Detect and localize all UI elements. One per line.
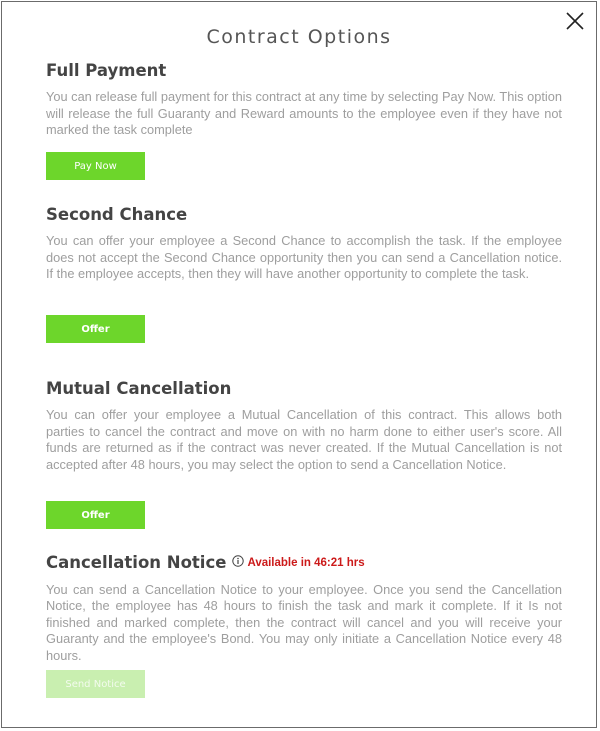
mutual-cancellation-offer-button[interactable]: Offer	[46, 501, 145, 529]
pay-now-button[interactable]: Pay Now	[46, 152, 145, 180]
contract-options-modal	[1, 1, 597, 728]
second-chance-heading: Second Chance	[46, 205, 188, 224]
full-payment-section	[46, 61, 562, 139]
cancellation-notice-heading: Cancellation Notice	[46, 553, 227, 572]
availability-countdown: Available in 46:21 hrs	[247, 556, 365, 569]
second-chance-section	[46, 205, 562, 283]
mutual-cancellation-section	[46, 379, 562, 473]
info-icon[interactable]	[232, 552, 244, 572]
cancellation-notice-heading-row	[46, 553, 562, 574]
send-notice-button[interactable]: Send Notice	[46, 670, 145, 698]
mutual-cancellation-description: You can offer your employee a Mutual Cancellation of this contract. This allows both parties to cancel the contract and move on with no harm done to either user's score. All funds are returned as if the contract was never created. If the Mutual Cancellation is not accepted after 48 hours, you may select the option to send a Cancellation Notice.	[46, 407, 562, 472]
cancellation-notice-section	[46, 553, 562, 664]
modal-title: Contract Options	[206, 26, 392, 48]
full-payment-heading: Full Payment	[46, 61, 167, 80]
mutual-cancellation-heading: Mutual Cancellation	[46, 379, 232, 398]
cancellation-notice-description: You can send a Cancellation Notice to your employee. Once you send the Cancellation Notice, the employee has 48 hours to finish the task and mark it complete. If it Is not finished and marked complete, then the contract will cancel and you will receive your Guaranty and the employee's Bond. You may only initiate a Cancellation Notice every 48 hours.	[46, 581, 562, 663]
second-chance-description: You can offer your employee a Second Chance to accomplish the task. If the employee does not accept the Second Chance opportunity then you can send a Cancellation notice. If the employee accepts, then they will have another opportunity to complete the task.	[46, 233, 562, 281]
full-payment-description: You can release full payment for this contract at any time by selecting Pay Now. This option will release the full Guaranty and Reward amounts to the employee even if they have not marked the task complete	[46, 89, 562, 137]
second-chance-offer-button[interactable]: Offer	[46, 315, 145, 343]
